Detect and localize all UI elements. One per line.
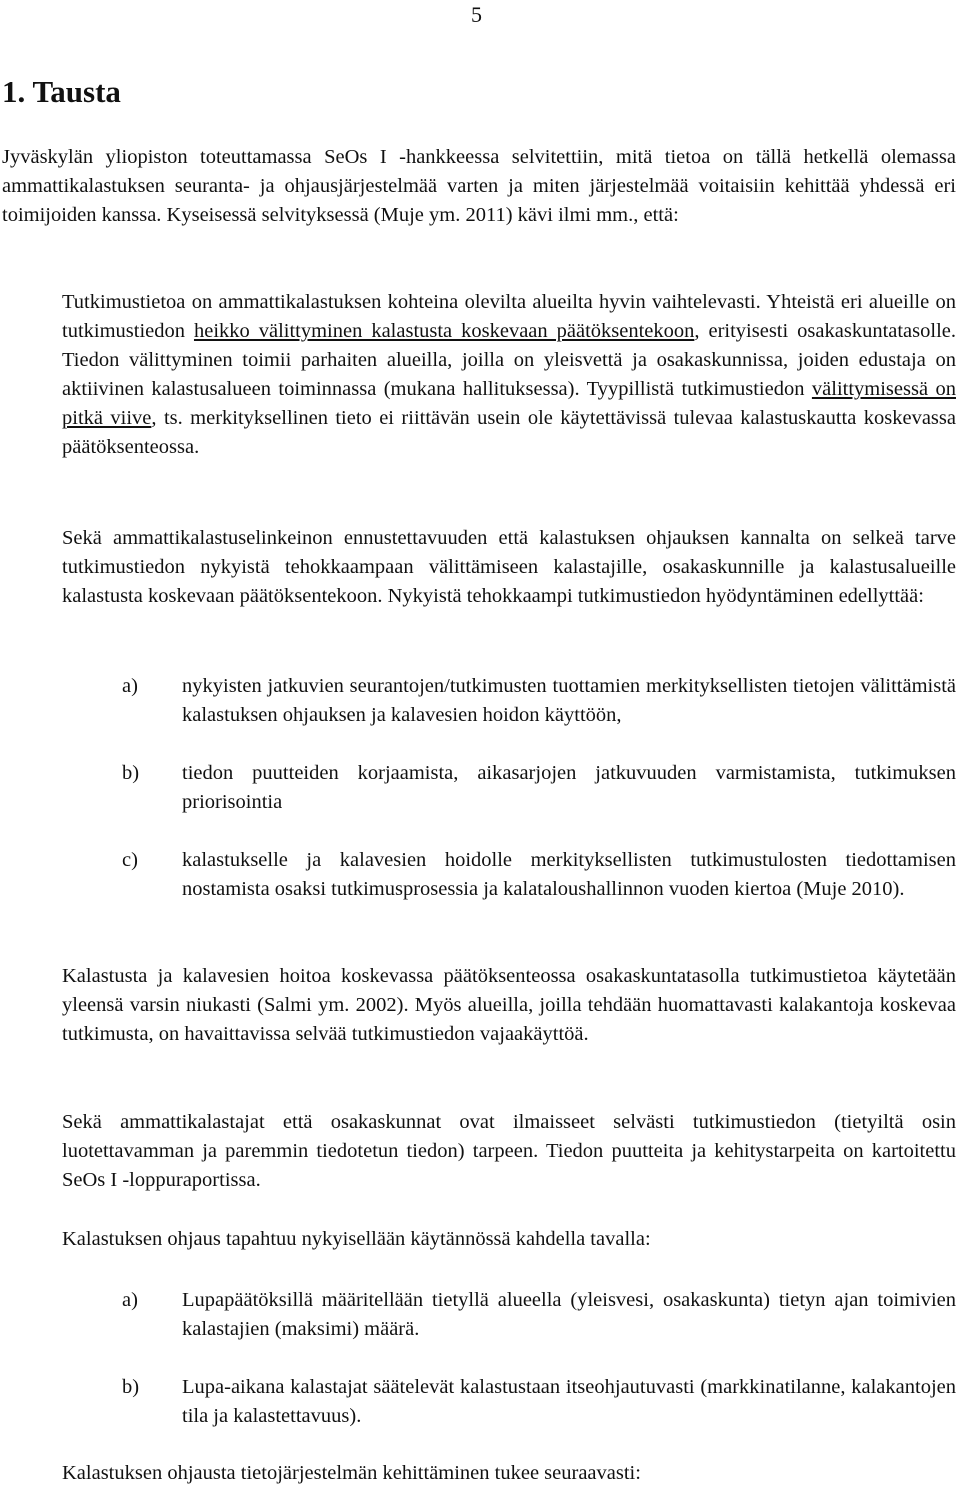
list-marker: a) [122, 675, 138, 697]
section-heading: 1. Tausta [2, 74, 121, 109]
list-marker: b) [122, 1376, 140, 1398]
list-item [122, 672, 956, 730]
list-item-text: Lupapäätöksillä määritellään tietyllä alueella (yleisvesi, osakaskunta) tietyn ajan toimivien kalastajien (maksimi) määrä. [182, 1289, 956, 1340]
quoted-findings [62, 288, 956, 462]
list-item [122, 759, 956, 817]
page-number: 5 [471, 2, 482, 27]
list-item-text: kalastukselle ja kalavesien hoidolle merkityksellisten tutkimustulosten tiedottamisen nostamista osaksi tutkimusprosessia ja kalataloushallinnon vuoden kiertoa (Muje 2010). [182, 849, 956, 900]
list-item-text: tiedon puutteiden korjaamista, aikasarjojen jatkuvuuden varmistamista, tutkimuksen priorisointia [182, 762, 956, 813]
quote-text: , ts. merkityksellinen tieto ei riittävän usein ole käytettävissä tulevaa kalastuskautta koskevassa päätöksenteossa. [62, 407, 956, 458]
quote-text: Tutkimustietoa on ammattikalastuksen kohteina olevilta alueilta hyvin vaihtelevasti. Yhteistä eri alueille on tutkimustiedon [62, 291, 956, 342]
quote-underlined-text: välittymisessä on pitkä viive [62, 378, 956, 429]
quote-underlined-text: heikko välittyminen kalastusta koskevaan päätöksentekoon [193, 320, 695, 342]
list-item [122, 1373, 956, 1431]
requirements-paragraph: Sekä ammattikalastuselinkeinon ennustettavuuden että kalastuksen ohjauksen kannalta on selkeä tarve tutkimustiedon nykyistä tehokkaampaan välittämiseen kalastajille, osakaskunnille ja kalastusalueille kalastusta koskevaan päätöksentekoon. Nykyistä tehokkaampi tutkimustiedon hyödyntäminen edellyttää: [62, 527, 956, 607]
paragraph: Kalastuksen ohjaus tapahtuu nykyisellään käytännössä kahdella tavalla: [62, 1228, 651, 1250]
intro-paragraph: Jyväskylän yliopiston toteuttamassa SeOs I -hankkeessa selvitettiin, mitä tietoa on tällä hetkellä olemassa ammattikalastuksen seuranta- ja ohjausjärjestelmää varten ja miten järjestelmää voitaisiin kehittää yhdessä eri toimijoiden kanssa. Kyseisessä selvityksessä (Muje ym. 2011) kävi ilmi mm., että: [2, 146, 956, 226]
list-marker: a) [122, 1289, 138, 1311]
list-item [122, 846, 956, 904]
list-item-text: nykyisten jatkuvien seurantojen/tutkimusten tuottamien merkityksellisten tietojen välittämistä kalastuksen ohjauksen ja kalavesien hoidon käyttöön, [182, 675, 956, 726]
quote-text: , erityisesti osakaskuntatasolle. Tiedon välittyminen toimii parhaiten alueilla, joilla on yleisvettä ja osakaskunnissa, joiden edustaja on aktiivinen kalastusalueen toiminnassa (mukana hallituksessa). Tyypillistä tutkimustiedon [62, 320, 956, 400]
paragraph: Kalastusta ja kalavesien hoitoa koskevassa päätöksenteossa osakaskuntatasolla tutkimustietoa käytetään yleensä varsin niukasti (Salmi ym. 2002). Myös alueilla, joilla tehdään huomattavasti kalakantoja koskevaa tutkimusta, on havaittavissa selvää tutkimustiedon vajaakäyttöä. [62, 965, 956, 1045]
paragraph: Kalastuksen ohjausta tietojärjestelmän kehittäminen tukee seuraavasti: [62, 1462, 641, 1484]
list-item [122, 1286, 956, 1344]
list-marker: b) [122, 762, 140, 784]
list-item-text: Lupa-aikana kalastajat säätelevät kalastustaan itseohjautuvasti (markkinatilanne, kalakantojen tila ja kalastettavuus). [182, 1376, 956, 1427]
paragraph: Sekä ammattikalastajat että osakaskunnat ovat ilmaisseet selvästi tutkimustiedon (tietyiltä osin luotettavamman ja paremmin tiedotetun tiedon) tarpeen. Tiedon puutteita ja kehitystarpeita on kartoitettu SeOs I -loppuraportissa. [62, 1111, 956, 1191]
list-marker: c) [122, 849, 138, 871]
